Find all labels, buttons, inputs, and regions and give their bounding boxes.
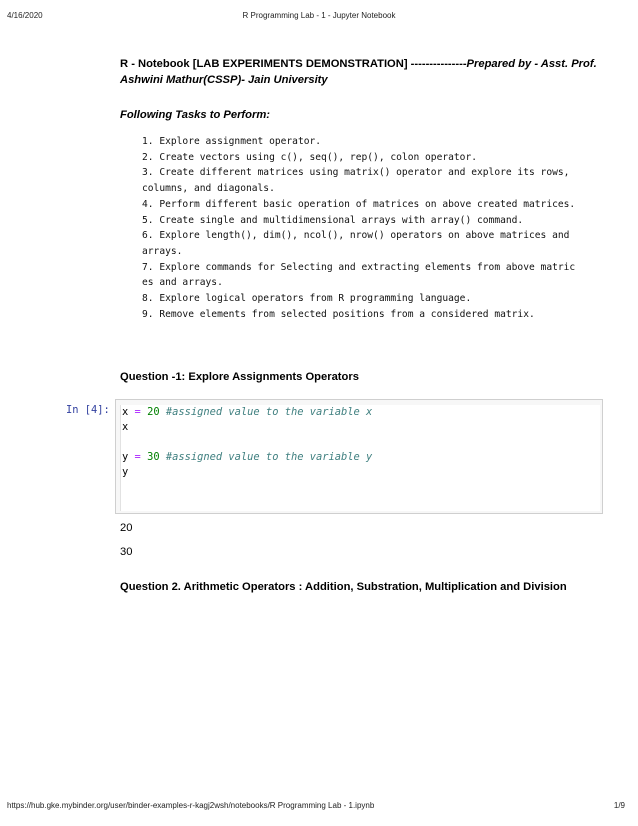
print-url: https://hub.gke.mybinder.org/user/binder-examples-r-kagj2wsh/notebooks/R Programming Lab - 1.ipynb [7, 801, 375, 810]
task-item-2: 2. Create vectors using c(), seq(), rep(), colon operator. [142, 151, 478, 163]
code-line-4 [122, 450, 600, 465]
task-item-3: 3. Create different matrices using matrix() operator and explore its rows, columns, and diagonals. [142, 167, 576, 195]
task-list [142, 134, 580, 322]
tasks-heading: Following Tasks to Perform: [120, 109, 271, 121]
task-item-6: 6. Explore length(), dim(), ncol(), nrow() operators on above matrices and arrays. [142, 230, 576, 257]
question-2-heading: Question 2. Arithmetic Operators : Addition, Substration, Multiplication and Division [120, 581, 567, 593]
code-number-30: 30 [147, 451, 160, 463]
code-line-1 [122, 405, 600, 420]
code-number-20: 20 [147, 406, 160, 418]
code-line-2: x [122, 421, 129, 433]
code-var-y: y [122, 451, 129, 463]
task-item-4: 4. Perform different basic operation of matrices on above created matrices. [142, 198, 576, 210]
task-item-8: 8. Explore logical operators from R programming language. [142, 293, 472, 305]
print-footer [0, 801, 638, 813]
print-date: 4/16/2020 [7, 11, 43, 20]
task-item-1: 1. Explore assignment operator. [142, 136, 322, 147]
title-italic-part: Prepared by - Asst. Prof. Ashwini Mathur(CSSP)- Jain University [120, 58, 597, 86]
code-comment-y: #assigned value to the variable y [165, 451, 373, 463]
code-var-x: x [122, 406, 129, 418]
code-comment-x: #assigned value to the variable x [165, 406, 373, 418]
cell-output-1: 20 [120, 522, 133, 534]
question-1-heading: Question -1: Explore Assignments Operators [120, 371, 359, 383]
task-item-5: 5. Create single and multidimensional arrays with array() command. [142, 214, 524, 226]
cell-output-2: 30 [120, 546, 133, 558]
code-assign-op: = [134, 451, 141, 463]
notebook-title [120, 56, 600, 88]
task-item-9: 9. Remove elements from selected positions from a considered matrix. [142, 308, 535, 320]
print-header [0, 11, 638, 23]
title-bold-part: R - Notebook [LAB EXPERIMENTS DEMONSTRATION] --------------- [120, 58, 467, 70]
code-editor[interactable] [120, 405, 600, 511]
code-line-3 [122, 435, 600, 450]
code-line-5: y [122, 466, 129, 478]
task-item-7: 7. Explore commands for Selecting and extracting elements from above matrices and arrays. [142, 261, 576, 289]
code-cell[interactable] [115, 399, 603, 514]
print-page-number: 1/9 [613, 801, 625, 810]
code-assign-op: = [134, 406, 141, 418]
print-page-title: R Programming Lab - 1 - Jupyter Notebook [242, 11, 396, 20]
cell-prompt: In [4]: [66, 404, 110, 416]
